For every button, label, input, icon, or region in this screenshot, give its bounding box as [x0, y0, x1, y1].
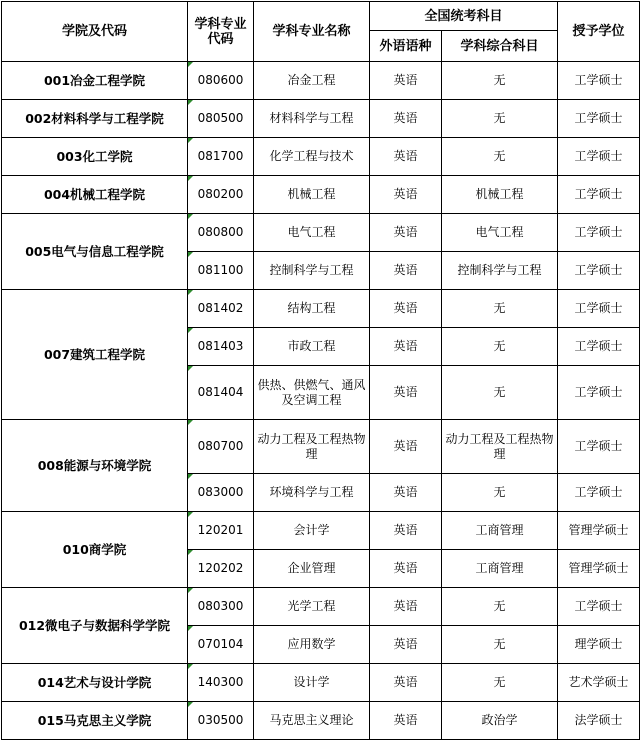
major-name: 冶金工程 [254, 62, 370, 100]
integrated-subject: 无 [442, 366, 558, 420]
college-name: 003化工学院 [2, 138, 188, 176]
foreign-language: 英语 [370, 664, 442, 702]
degree-awarded: 工学硕士 [558, 214, 640, 252]
integrated-subject: 无 [442, 290, 558, 328]
foreign-language: 英语 [370, 474, 442, 512]
major-name: 电气工程 [254, 214, 370, 252]
degree-awarded: 工学硕士 [558, 474, 640, 512]
major-name: 结构工程 [254, 290, 370, 328]
integrated-subject: 政治学 [442, 702, 558, 740]
table-row [2, 290, 640, 328]
header-degree: 授予学位 [558, 2, 640, 62]
college-name: 014艺术与设计学院 [2, 664, 188, 702]
degree-awarded: 理学硕士 [558, 626, 640, 664]
major-code: 080700 [188, 420, 254, 474]
integrated-subject: 无 [442, 138, 558, 176]
major-code: 081404 [188, 366, 254, 420]
integrated-subject: 无 [442, 626, 558, 664]
major-code: 140300 [188, 664, 254, 702]
foreign-language: 英语 [370, 702, 442, 740]
table-row [2, 100, 640, 138]
header-integrated-subject: 学科综合科目 [442, 31, 558, 62]
major-name: 企业管理 [254, 550, 370, 588]
table-header [2, 2, 640, 62]
foreign-language: 英语 [370, 626, 442, 664]
major-name: 光学工程 [254, 588, 370, 626]
degree-awarded: 工学硕士 [558, 62, 640, 100]
major-name: 设计学 [254, 664, 370, 702]
major-name: 市政工程 [254, 328, 370, 366]
major-name: 应用数学 [254, 626, 370, 664]
header-foreign-language: 外语语种 [370, 31, 442, 62]
major-code: 080500 [188, 100, 254, 138]
table-row [2, 62, 640, 100]
major-code: 081700 [188, 138, 254, 176]
table-row [2, 176, 640, 214]
major-code: 120201 [188, 512, 254, 550]
degree-awarded: 管理学硕士 [558, 550, 640, 588]
college-name: 010商学院 [2, 512, 188, 588]
degree-awarded: 工学硕士 [558, 588, 640, 626]
college-name: 005电气与信息工程学院 [2, 214, 188, 290]
foreign-language: 英语 [370, 290, 442, 328]
header-exam-group: 全国统考科目 [370, 2, 558, 31]
degree-awarded: 工学硕士 [558, 420, 640, 474]
major-code: 080800 [188, 214, 254, 252]
major-code: 081100 [188, 252, 254, 290]
college-name: 015马克思主义学院 [2, 702, 188, 740]
integrated-subject: 无 [442, 100, 558, 138]
foreign-language: 英语 [370, 138, 442, 176]
degree-awarded: 工学硕士 [558, 138, 640, 176]
degree-awarded: 工学硕士 [558, 100, 640, 138]
major-name: 供热、供燃气、通风及空调工程 [254, 366, 370, 420]
college-name: 002材料科学与工程学院 [2, 100, 188, 138]
integrated-subject: 无 [442, 62, 558, 100]
major-code: 030500 [188, 702, 254, 740]
college-name: 001冶金工程学院 [2, 62, 188, 100]
foreign-language: 英语 [370, 550, 442, 588]
integrated-subject: 无 [442, 588, 558, 626]
admissions-table [1, 1, 640, 740]
header-college: 学院及代码 [2, 2, 188, 62]
table-row [2, 420, 640, 474]
foreign-language: 英语 [370, 588, 442, 626]
foreign-language: 英语 [370, 366, 442, 420]
major-code: 083000 [188, 474, 254, 512]
integrated-subject: 工商管理 [442, 512, 558, 550]
integrated-subject: 电气工程 [442, 214, 558, 252]
foreign-language: 英语 [370, 512, 442, 550]
major-name: 动力工程及工程热物理 [254, 420, 370, 474]
major-name: 化学工程与技术 [254, 138, 370, 176]
integrated-subject: 机械工程 [442, 176, 558, 214]
integrated-subject: 无 [442, 664, 558, 702]
table-row [2, 664, 640, 702]
degree-awarded: 法学硕士 [558, 702, 640, 740]
table-row [2, 588, 640, 626]
foreign-language: 英语 [370, 62, 442, 100]
major-code: 081402 [188, 290, 254, 328]
integrated-subject: 控制科学与工程 [442, 252, 558, 290]
major-code: 081403 [188, 328, 254, 366]
integrated-subject: 动力工程及工程热物理 [442, 420, 558, 474]
major-name: 控制科学与工程 [254, 252, 370, 290]
college-name: 004机械工程学院 [2, 176, 188, 214]
table-body [2, 62, 640, 740]
integrated-subject: 无 [442, 474, 558, 512]
major-code: 080600 [188, 62, 254, 100]
table-row [2, 214, 640, 252]
header-code: 学科专业代码 [188, 2, 254, 62]
table-row [2, 702, 640, 740]
major-name: 环境科学与工程 [254, 474, 370, 512]
table-row [2, 512, 640, 550]
foreign-language: 英语 [370, 100, 442, 138]
foreign-language: 英语 [370, 420, 442, 474]
degree-awarded: 工学硕士 [558, 290, 640, 328]
integrated-subject: 无 [442, 328, 558, 366]
integrated-subject: 工商管理 [442, 550, 558, 588]
major-name: 机械工程 [254, 176, 370, 214]
degree-awarded: 工学硕士 [558, 366, 640, 420]
degree-awarded: 管理学硕士 [558, 512, 640, 550]
major-code: 120202 [188, 550, 254, 588]
major-name: 材料科学与工程 [254, 100, 370, 138]
college-name: 008能源与环境学院 [2, 420, 188, 512]
foreign-language: 英语 [370, 252, 442, 290]
foreign-language: 英语 [370, 328, 442, 366]
foreign-language: 英语 [370, 176, 442, 214]
degree-awarded: 艺术学硕士 [558, 664, 640, 702]
foreign-language: 英语 [370, 214, 442, 252]
major-code: 070104 [188, 626, 254, 664]
major-code: 080300 [188, 588, 254, 626]
header-name: 学科专业名称 [254, 2, 370, 62]
major-name: 马克思主义理论 [254, 702, 370, 740]
table-row [2, 138, 640, 176]
degree-awarded: 工学硕士 [558, 252, 640, 290]
college-name: 012微电子与数据科学学院 [2, 588, 188, 664]
degree-awarded: 工学硕士 [558, 176, 640, 214]
degree-awarded: 工学硕士 [558, 328, 640, 366]
major-code: 080200 [188, 176, 254, 214]
college-name: 007建筑工程学院 [2, 290, 188, 420]
major-name: 会计学 [254, 512, 370, 550]
